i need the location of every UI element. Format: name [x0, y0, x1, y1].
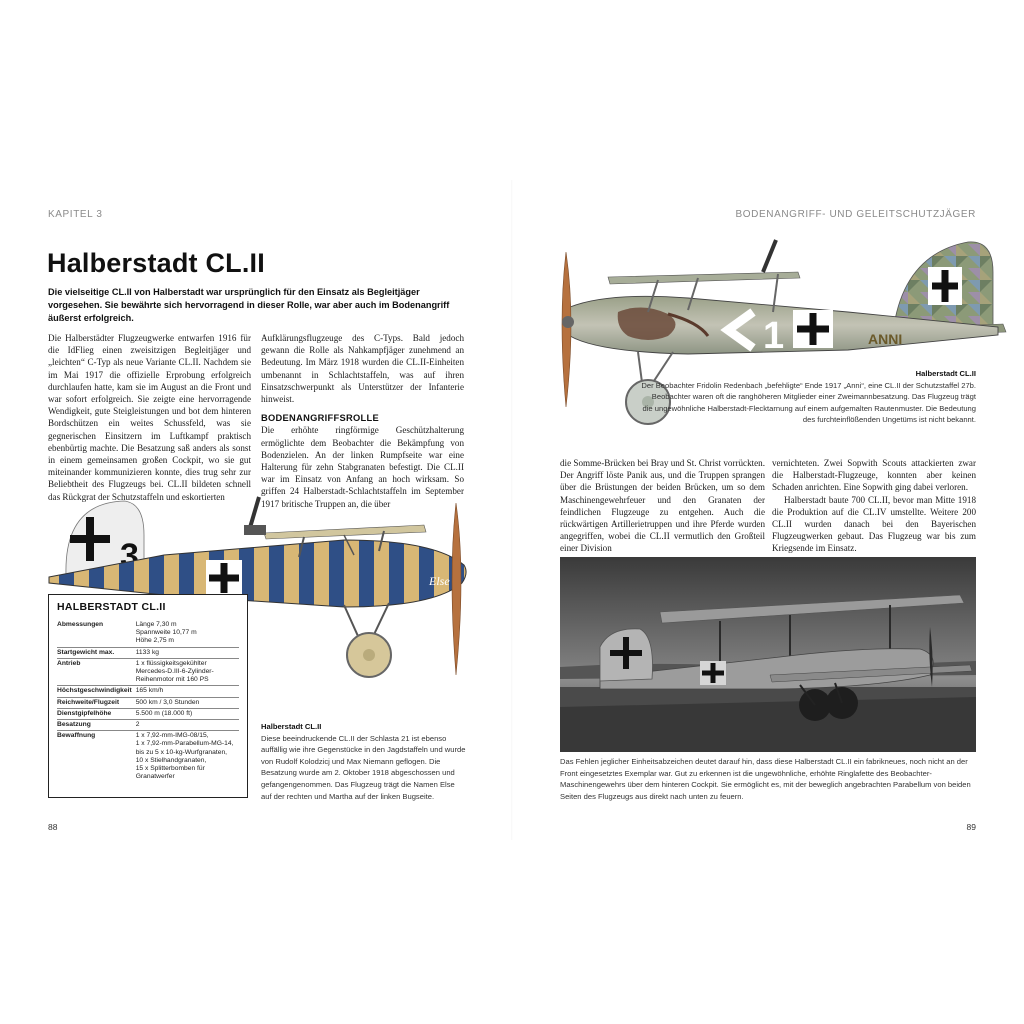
spec-key: Bewaffnung — [57, 732, 96, 740]
specification-box — [48, 594, 248, 798]
caption-top-right — [640, 368, 976, 426]
spec-value: 2 — [136, 720, 239, 731]
lead-paragraph: Die vielseitige CL.II von Halberstadt war ursprünglich für den Einsatz als Begleitjäger vorgesehen. Sie bewährte sich hervorragend in dieser Rolle, war aber auch im Bodenangriff äußerst erfolgreich. — [48, 287, 450, 323]
spec-value: 1133 kg — [136, 647, 239, 658]
caption-text: Das Fehlen jeglicher Einheitsabzeichen deutet darauf hin, dass diese Halberstadt CL.II ein fabrikneues, noch nicht an der Front eingesetztes Exemplar war. Gut zu erkennen ist die ungewöhnliche, erhöhte Ringlafette des Beobachter-Maschinengewehrs über dem hinteren Cockpit. Sie ermöglicht es, mit der beweglich angebrachten Parabellum von beiden Seiten des Flugzeugs aus direkt nach unten zu feuern. — [560, 757, 971, 801]
body-paragraph: die Somme-Brücken bei Bray und St. Christ vorrückten. Der Angriff löste Panik aus, und die Truppen sprangen über die Brüstungen der beiden Brücken, um so dem Maschinengewehrfeuer und den Granaten der feindlichen Flugzeuge zu entgehen. Auch die rückwärtigen Artillerietruppen und ihre Pferde wurden angegriffen, wobei die CL.II vermutlich den Großteil einer Division — [560, 458, 765, 554]
body-column-3 — [560, 457, 765, 555]
caption-photo — [560, 756, 976, 802]
spec-value: 165 km/h — [136, 686, 239, 697]
running-head-right: BODENANGRIFF- UND GELEITSCHUTZJÄGER — [735, 209, 976, 220]
body-paragraph: Aufklärungsflugzeuge des C-Typs. Bald jedoch gewann die Rolle als Nahkampfjäger zunehmend an Bedeutung. Im März 1918 wurden die CL.II-Einheiten umbenannt in Schlachtstaffeln, was auf ihren Einsatzschwerpunkt als Unterstützer der Infanterie hinweist. — [261, 333, 464, 405]
photo-illustration — [560, 557, 976, 752]
spec-table — [57, 620, 239, 782]
spec-row — [57, 731, 239, 783]
caption-text: Der Beobachter Fridolin Redenbach „befehligte“ Ende 1917 „Anni“, eine CL.II der Schutzstaffel 27b. Beobachter waren oft die ranghöheren Mitglieder einer Zweimannbesatzung. Das Flugzeug trägt die ungewöhnliche Halberstadt-Flecktarnung auf einem aufgemalten Rautenmuster. Die Bedeutung des furchteinflößenden Ungetüms ist nicht bekannt. — [641, 380, 976, 425]
caption-left — [261, 721, 466, 802]
spec-row — [57, 620, 239, 647]
caption-title: Halberstadt CL.II — [915, 369, 976, 378]
body-column-2 — [261, 332, 464, 510]
spec-key: Startgewicht max. — [57, 647, 136, 658]
caption-title: Halberstadt CL.II — [261, 722, 322, 731]
body-paragraph: Halberstadt baute 700 CL.II, bevor man Mitte 1918 die Produktion auf die CL.IV umstellte. Weitere 200 CL.II wurden danach bei den Bayerischen Flugzeugwerken gebaut. Das Flugzeug war bis zum Kriegsende im Einsatz. — [772, 494, 976, 554]
spec-key: Höchstgeschwindigkeit — [57, 686, 136, 697]
body-column-4 — [772, 457, 976, 555]
spec-value: 1 x flüssigkeitsgekühlter Mercedes-D.III-6-Zylinder- Reihenmotor mit 160 PS — [136, 658, 239, 686]
spec-row — [57, 658, 239, 686]
spec-value: 1 x 7,92-mm-IMG-08/15, 1 x 7,92-mm-Parabellum-MG-14, bis zu 5 x 10-kg-Wurfgranaten, 10 x Stielhandgranaten, 15 x Splitterbomben für Granatwerfer — [135, 732, 234, 781]
body-paragraph: vernichteten. Zwei Sopwith Scouts attackierten zwar die Halberstadt-Flugzeuge, konnten aber keinen Schaden anrichten. Eine Sopwith ging dabei verloren. — [772, 458, 976, 493]
body-paragraph: Die Halberstädter Flugzeugwerke entwarfen 1916 für die IdFlieg einen zweisitzigen Begleitjäger und „leichten“ C-Typ als neue Variante CL.II. Nachdem sie im Mai 1917 die offizielle Erprobung erfolgreich durchlaufen hatte, kam sie im August an die Front und war sofort erfolgreich. Sie zeigte eine hervorragende Wendigkeit, gute Steigleistungen und bot dem hinteren Bordschützen ein weites Schussfeld, was sie gegnerischen Einsitzern im Luftkampf praktisch ebenbürtig machte. Die Besatzung saß anders als sonst in einem gemeinsamen großen Cockpit, wo sie gut miteinander kommunizieren konnte, dies trug sehr zur Beliebtheit des Flugzeugs bei. CL.II bildeten schnell das Rückgrat der Schutzstaffeln und eskortierten — [48, 333, 251, 502]
spec-row — [57, 686, 239, 697]
gutter-shadow — [511, 180, 513, 840]
spec-row — [57, 720, 239, 731]
spec-title: HALBERSTADT CL.II — [57, 601, 166, 613]
body-column-1 — [48, 332, 251, 503]
running-head-left: KAPITEL 3 — [48, 209, 103, 220]
spec-value: Länge 7,30 m Spannweite 10,77 m Höhe 2,75 m — [136, 620, 239, 647]
spec-value: 5.500 m (18.000 ft) — [136, 708, 239, 719]
caption-text: Diese beeindruckende CL.II der Schlasta 21 ist ebenso auffällig wie ihre Gegenstücke in den Jagdstaffeln und wurde von Rudolf Kolodzicj und Max Niemann geflogen. Die Besatzung wurde am 2. Oktober 1918 abgeschossen und gefangengenommen. Das Flugzeug trägt die Namen Else auf der rechten und Martha auf der linken Bugseite. — [261, 733, 466, 801]
page-number-left: 88 — [48, 822, 58, 832]
page-title: Halberstadt CL.II — [47, 248, 265, 278]
spec-key: Reichweite/Flugzeit — [57, 697, 136, 708]
spec-row — [57, 647, 239, 658]
spec-value: 500 km / 3,0 Stunden — [136, 697, 239, 708]
spec-key: Antrieb — [57, 658, 136, 686]
body-paragraph: Die erhöhte ringförmige Geschützhalterung ermöglichte dem Beobachter die Bekämpfung von Bodenzielen. An der linken Rumpfseite war eine Halterung für zehn Stabgranaten befestigt. Die CL.II war im Einsatz von Anfang an hoch wirksam. So griffen 24 Halberstadt-Schlachtstaffeln im September 1917 britische Truppen an, die über — [261, 425, 464, 509]
page-number-right: 89 — [966, 822, 976, 832]
nose-name: Else — [429, 574, 450, 588]
spec-key: Abmessungen — [57, 620, 136, 647]
fuselage-code: 1 — [763, 315, 785, 357]
historic-photo — [560, 557, 976, 752]
tail-number: 3 — [120, 537, 139, 575]
spec-row — [57, 697, 239, 708]
spec-key: Besatzung — [57, 720, 136, 731]
tail-name: ANNI — [868, 331, 903, 347]
spec-key: Dienstgipfelhöhe — [57, 708, 136, 719]
spec-row — [57, 708, 239, 719]
section-heading: BODENANGRIFFSROLLE — [261, 413, 379, 424]
